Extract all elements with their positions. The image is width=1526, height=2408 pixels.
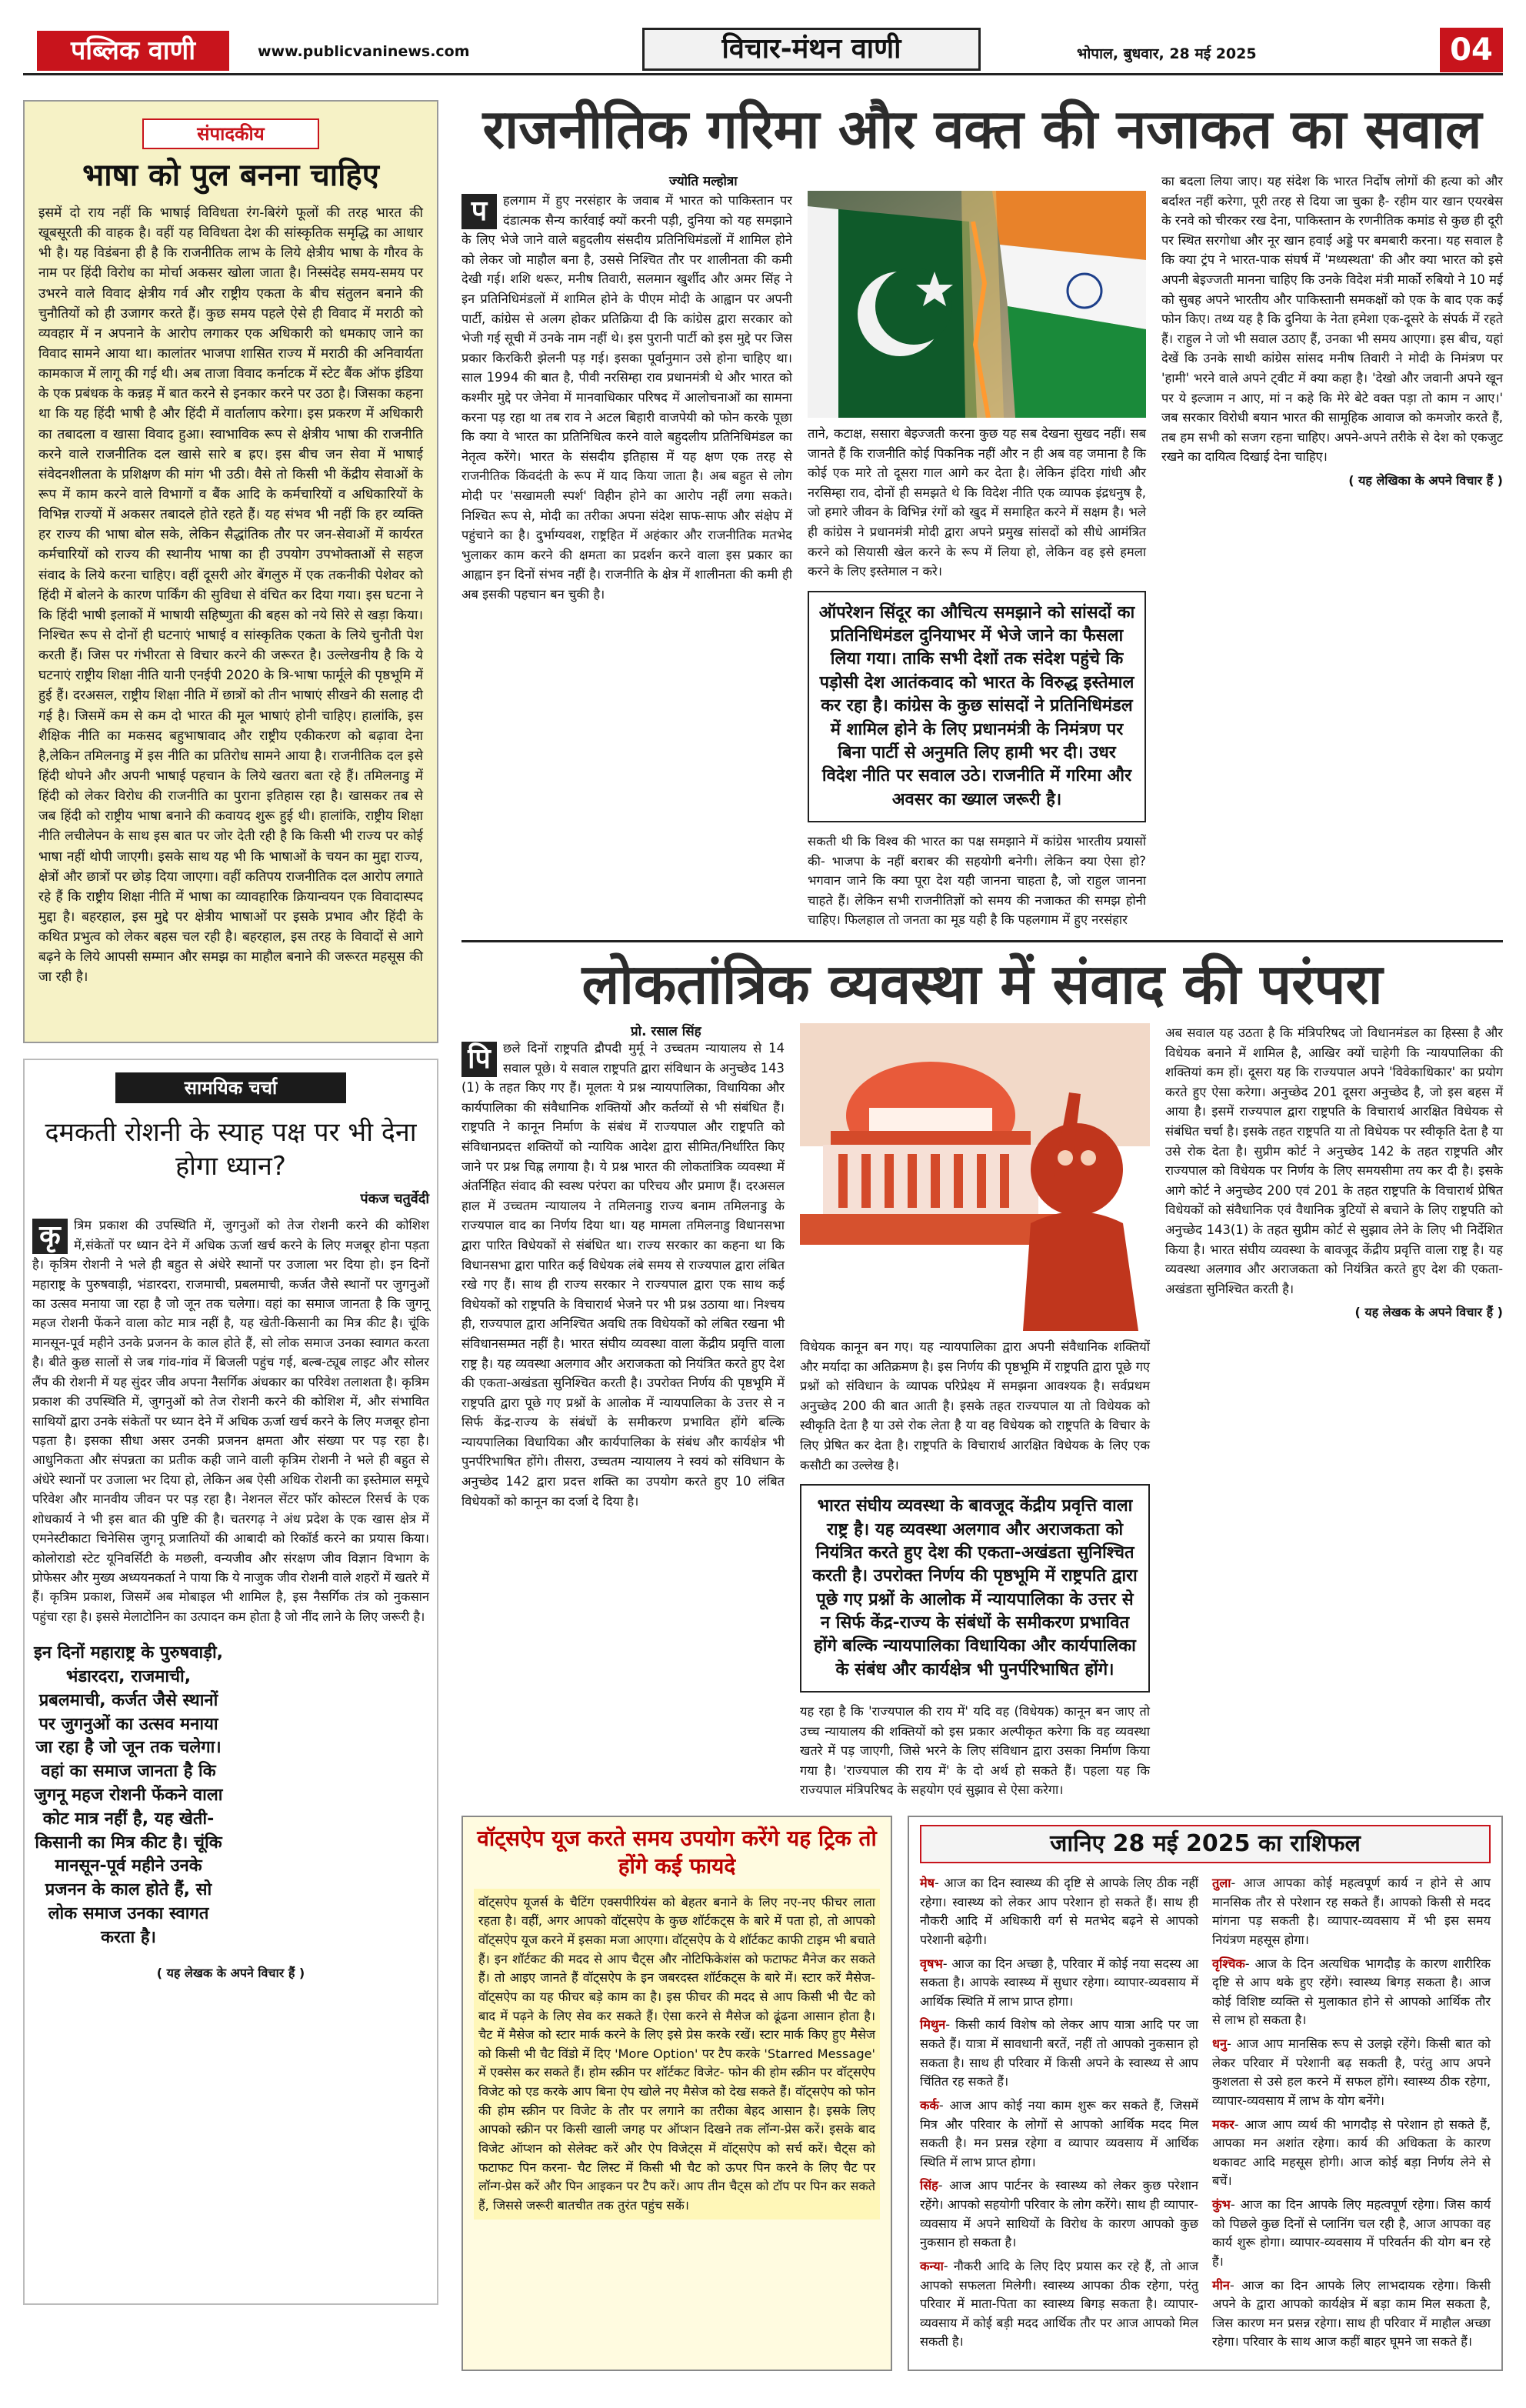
- article1-column-2: [808, 191, 1146, 930]
- article2-column-1: [461, 1039, 785, 1511]
- article2-col2-text: विधेयक कानून बन गए। यह न्यायपालिका द्वारा अपनी संवैधानिक शक्तियों और मर्यादा का अतिक्रमण है। इस निर्णय की पृष्ठभूमि में राष्ट्रपति द्वारा पूछे गए प्रश्नों को संविधान के व्यापक परिप्रेक्ष्य में समझना आवश्यक है। सर्वप्रथम अनुच्छेद 200 की बात आती है। इसके तहत राज्यपाल या तो विधेयक को स्वीकृति देता है या उसे रोक लेता है या वह विधेयक को राष्ट्रपति के विचार के लिए प्रेषित कर देता है। राष्ट्रपति के विचारार्थ आरक्षित विधेयक के लिए एक कसौटी का उल्लेख है।: [800, 1339, 1150, 1472]
- samayik-box: [23, 1059, 438, 2305]
- samayik-headline: दमकती रोशनी के स्याह पक्ष पर भी देना होगा ध्यान?: [45, 1117, 417, 1182]
- parliament-photo: [800, 1023, 1150, 1331]
- editorial-body: इसमें दो राय नहीं कि भाषाई विविधता रंग-बिरंगे फूलों की तरह भारत की खूबसूरती की वाहक है। वहीं यह विविधता देश की सांस्कृतिक समृद्धि का आधार भी है। यह विडंबना ही है कि राजनीतिक लाभ के लिये क्षेत्रीय भाषा के गौरव के नाम पर हिंदी विरोध का मोर्चा अकसर खोला जाता है। निस्संदेह समय-समय पर उभरने वाले विवाद क्षेत्रीय गर्व और राष्ट्रीय एकता के बीच संतुलन बनाने की चुनौतियों को ही उजागर करते हैं। कुछ समय पहले ऐसे ही विवाद में मराठी को व्यवहार में न अपनाने के आरोप लगाकर एक अधिकारी को धमकाए जाने का विवाद सामने आया था। कालांतर भाजपा शासित राज्य में मराठी की अनिवार्यता कामकाज में लागू की गई थी। अब ताजा विवाद कर्नाटक में स्टेट बैंक ऑफ इंडिया के एक प्रबंधक के कन्नड़ में बात करने से इनकार करने पर उठा है। जिसका कहना था कि यह हिंदी भाषी है और हिंदी में वार्तालाप करेगा। इस प्रकरण में अधिकारी का तबादला व खासा विवाद हुआ। स्वाभाविक रूप से क्षेत्रीय भाषा की राजनीति करने वाले राजनीतिक दल खासे सारे ब ह्रए। इस बीच जन सेवा में भाषाई संवेदनशीलता के प्रशिक्षण की मांग भी उठी। वैसे तो किसी भी केंद्रीय सेवाओं के रूप में काम करने वाले विभागों व बैंक आदि के कर्मचारियों व अधिकारियों के विभिन्न राज्यों में अकसर तबादले होते रहते हैं। यह संभव भी नहीं कि हर व्यक्ति हर राज्य की भाषा बोल सके, लेकिन सैद्धांतिक तौर पर जन-सेवाओं में कार्यरत कर्मचारियों को राज्य की स्थानीय भाषा का ही उपयोग उपभोक्ताओं से सहज संवाद के लिये करना चाहिए। वहीं दूसरी ओर बेंगलुरु में एक तकनीकी पेशेवर को हिंदी में बोलने के कारण पार्किंग की सुविधा से वंचित कर दिया गया। इस घटना ने कि हिंदी भाषी इलाकों में भाषायी सहिष्णुता की बहस को नये सिरे से खड़ा किया। निश्चित रूप से दोनों ही घटनाएं भाषाई व सांस्कृतिक एकता के लिये चुनौती पेश करती हैं। जिस पर गंभीरता से विचार करने की जरूरत है। उल्लेखनीय है कि ये घटनाएं राष्ट्रीय शिक्षा नीति यानी एनईपी 2020 के त्रि-भाषा फार्मूले की पृष्ठभूमि में हुई हैं। दरअसल, राष्ट्रीय शिक्षा नीति में छात्रों को तीन भाषाएं सीखने की सलाह दी गई है। जिसमें कम से कम दो भारत की मूल भाषाएं होनी चाहिए। हालांकि, इस शैक्षिक नीति का मकसद बहुभाषावाद और राष्ट्रीय एकीकरण को बढ़ावा देना है,लेकिन तमिलनाडु में इस नीति का प्रतिरोध सामने आया है। राजनीतिक दल इसे हिंदी थोपने और अपनी भाषाई पहचान के लिये खतरा बता रहे हैं। तमिलनाडु में हिंदी को लेकर विरोध की राजनीति का पुराना इतिहास रहा है। खासकर तब से जब हिंदी को राष्ट्रीय भाषा बनाने की कवायद शुरू हुई थी। हालांकि, राष्ट्रीय शिक्षा नीति लचीलेपन के साथ इस बात पर जोर देती रही है कि किसी भी राज्य पर कोई भाषा नहीं थोपी जाएगी। इसके साथ यह भी कि भाषाओं के चयन का मुद्दा राज्य, क्षेत्रों और छात्रों पर छोड़ दिया जाएगा। वहीं कतिपय राजनीतिक दल आरोप लगाते रहे हैं कि राष्ट्रीय शिक्षा नीति में भाषा का व्यावहारिक क्रियान्वयन एक विवादास्पद मुद्दा है। बहरहाल, इस मुद्दे पर क्षेत्रीय भाषाओं पर इसके प्रभाव और हिंदी के कथित प्रभुत्व को लेकर बहस चल रही है। बहरहाल, इस तरह के विवादों से आगे बढ़ने के लिये आपसी सम्मान और समझ का माहौल बनाने की जरूरत महसूस की जा रही है।: [38, 205, 423, 986]
- samayik-dropcap: कृ: [32, 1219, 68, 1254]
- article2-column-3: [1165, 1023, 1503, 1320]
- article2-col3-text: अब सवाल यह उठता है कि मंत्रिपरिषद जो विधानमंडल का हिस्सा है और विधेयक बनाने में शामिल है, आखिर क्यों चाहेगी कि न्यायपालिका की शक्तियां कम हों। दूसरा यह कि राज्यपाल अपने 'विवेकाधिकार' का प्रयोग करते हुए ऐसा करेगा। अनुच्छेद 201 दूसरा अनुच्छेद है, जो इस बहस में आया है। इसमें राज्यपाल द्वारा राष्ट्रपति के विचारार्थ आरक्षित विधेयक से संबंधित चर्चा है। इसके तहत राष्ट्रपति या तो विधेयक पर स्वीकृति देता है या उसे रोक देता है। सुप्रीम कोर्ट ने अनुच्छेद 142 के तहत राष्ट्रपति और राज्यपाल को विधेयक पर निर्णय के लिए समयसीमा तय कर दी है। इसके आगे कोर्ट ने अनुच्छेद 200 एवं 201 के तहत राष्ट्रपति के विचारार्थ प्रेषित विधेयकों को संवैधानिक एवं वैधानिक त्रुटियों से बचाने के लिए राष्ट्रपति को अनुच्छेद 143(1) के तहत सुप्रीम कोर्ट से सुझाव लेने के लिए भी निर्देशित किया है। भारत संघीय व्यवस्था के बावजूद केंद्रीय प्रवृत्ति वाला राष्ट्र है। यह व्यवस्था अलगाव और अराजकता को नियंत्रित करते हुए देश की एकता-अखंडता सुनिश्चित करती है।: [1165, 1026, 1503, 1296]
- article1-col2-text: ताने, कटाक्ष, ससारा बेइज्जती करना कुछ यह सब देखना सुखद नहीं। सब जानते हैं कि राजनीति कोई पिकनिक नहीं और न ही अब वह जमाना है कि कोई एक मारे तो दूसरा गाल आगे कर देता है। लेकिन इंदिरा गांधी और नरसिम्हा राव, दोनों ही समझते थे कि विदेश नीति एक व्यापक इंद्रधनुष है, जो हमारे जीवन के विभिन्न रंगों को खुद में समाहित करने में सक्षम है। भले ही कांग्रेस ने प्रधानमंत्री मोदी द्वारा अपने प्रमुख सांसदों को सीधे आमंत्रित करने को सियासी खेल करने के रूप में लिया हो, लेकिन वह इसे हमला करने के लिए इस्तेमाल न करे।: [808, 426, 1146, 579]
- article2-sign-off: ( यह लेखक के अपने विचार हैं ): [1354, 1305, 1503, 1320]
- samayik-sign-off: ( यह लेखक के अपने विचार हैं ): [156, 1965, 305, 1980]
- page-number: 04: [1440, 28, 1503, 72]
- editorial-box: [23, 100, 438, 1043]
- website-url[interactable]: www.publicvaninews.com: [258, 43, 470, 60]
- horoscope-item: वृश्चिक- आज के दिन अत्यधिक भागदौड़ के कारण शारीरिक दृष्टि से आप थके हुए रहेंगे। स्वास्थ्य बिगड़ सकता है। आज कोई विशिष्ट व्यक्ति से मुलाकात होने से आपको आर्थिक तौर से लाभ हो सकता है।: [1212, 1956, 1491, 2028]
- horoscope-item: कर्क- आज आप कोई नया काम शुरू कर सकते हैं, जिसमें मित्र और परिवार के लोगों से आपको आर्थिक मदद मिल सकती है। मन प्रसन्न रहेगा व व्यापार व्यवसाय में आर्थिक स्थिति में लाभ प्राप्त होगा।: [920, 2097, 1198, 2170]
- article1-col2-end: सकती थी कि विश्व की भारत का पक्ष समझाने में कांग्रेस भारतीय प्रयासों की- भाजपा के नहीं बराबर की सहयोगी बनेगी। लेकिन क्या ऐसा हो? भगवान जाने कि क्या पूरा देश यही जानना चाहता है, जो राहुल जानना चाहते हैं। लेकिन सभी राजनीतिज्ञों को समय की नजाकत की समझ होनी चाहिए। फिलहाल तो जनता का मूड यही है कि पहलगाम में हुए नरसंहार: [808, 833, 1146, 928]
- horoscope-item: सिंह- आज आप पार्टनर के स्वास्थ्य को लेकर कुछ परेशान रहेंगे। आपको सहयोगी परिवार के लोग करेंगे। साथ ही व्यापार-व्यवसाय में अपने साथियों के विरोध के कारण आपको कुछ नुकसान हो सकता है।: [920, 2178, 1198, 2250]
- horoscope-item: तुला- आज आपका कोई महत्वपूर्ण कार्य न होने से आप मानसिक तौर से परेशान रह सकते हैं। आपको किसी से मदद मांगना पड़ सकती है। व्यापार-व्यवसाय में भी इस समय नियंत्रण महसूस होगा।: [1212, 1876, 1491, 1947]
- article1-dropcap: प: [461, 194, 497, 229]
- article2-col1-text: छले दिनों राष्ट्रपति द्रौपदी मुर्मू ने उच्चतम न्यायालय से 14 सवाल पूछे। ये सवाल राष्ट्रपति द्वारा संविधान के अनुच्छेद 143 (1) के तहत किए गए हैं। मूलतः ये प्रश्न न्यायपालिका, विधायिका और कार्यपालिका की संवैधानिक शक्तियों और कर्तव्यों से भी संबंधित हैं। राष्ट्रपति ने कानून निर्माण के संबंध में राज्यपाल और राष्ट्रपति को संविधानप्रदत्त शक्तियों को न्यायिक आदेश द्वारा सीमित/निर्धारित किए जाने पर प्रश्न चिह्न लगाया है। ये प्रश्न भारत की लोकतांत्रिक व्यवस्था में अंतर्निहित संवाद की स्वस्थ परंपरा का परिचय और प्रमाण हैं। दरअसल हाल में उच्चतम न्यायालय ने तमिलनाडु राज्य बनाम तमिलनाडु के राज्यपाल वाद का निर्णय दिया था। यह मामला तमिलनाडु विधानसभा द्वारा पारित विधेयकों से संबंधित था। राज्य सरकार का कहना था कि विधानसभा द्वारा पारित कई विधेयक लंबे समय से राज्यपाल द्वारा लंबित रखे गए हैं। साथ ही राज्य सरकार ने राज्यपाल द्वारा एक साथ कई विधेयकों को राष्ट्रपति के विचारार्थ भेजने पर भी प्रश्न उठाया था। निश्चय ही, राज्यपाल द्वारा अनिश्चित अवधि तक विधेयकों को लंबित रखना भी संविधानसम्मत नहीं है। भारत संघीय व्यवस्था वाला केंद्रीय प्रवृत्ति वाला राष्ट्र है। यह व्यवस्था अलगाव और अराजकता को नियंत्रित करते हुए देश की एकता-अखंडता सुनिश्चित करती है। उपरोक्त निर्णय की पृष्ठभूमि में राष्ट्रपति द्वारा पूछे गए प्रश्नों के आलोक में न्यायपालिका के उत्तर से न सिर्फ केंद्र-राज्य के संबंधों के समीकरण प्रभावित होंगे बल्कि न्यायपालिका विधायिका और कार्यपालिका के संबंध और कार्यक्षेत्र भी पुनर्परिभाषित होंगे। तीसरा, उच्चतम न्यायालय ने स्वयं को संविधान के अनुच्छेद 142 द्वारा प्रदत्त शक्ति का उपयोग करते हुए 10 लंबित विधेयकों को कानून का दर्जा दे दिया है।: [461, 1041, 785, 1509]
- parliament-image: [800, 1023, 1150, 1331]
- samayik-pull-quote: इन दिनों महाराष्ट्र के पुरुषवाड़ी, भंडारदरा, राजमाची, प्रबलमाची, कर्जत जैसे स्थानों पर जुगनुओं का उत्सव मनाया जा रहा है जो जून तक चलेगा। वहां का समाज जानता है कि जुगनू महज रोशनी फेंकने वाला कोट मात्र नहीं है, यह खेती-किसानी का मित्र कीट है। चूंकि मानसून-पूर्व महीने उनके प्रजनन के काल होते हैं, सो लोक समाज उनका स्वागत करता है।: [33, 1643, 224, 1947]
- section-title: विचार-मंथन वाणी: [642, 28, 981, 71]
- article1-pull-quote: ऑपरेशन सिंदूर का औचित्य समझाने को सांसदों का प्रतिनिधिमंडल दुनियाभर में भेजे जाने का फैसला लिया गया। ताकि सभी देशों तक संदेश पहुंचे कि पड़ोसी देश आतंकवाद को भारत के विरुद्ध इस्तेमाल कर रहा है। कांग्रेस के कुछ सांसदों ने प्रतिनिधिमंडल में शामिल होने के लिए प्रधानमंत्री के निमंत्रण पर बिना पार्टी से अनुमति लिए हामी भर दी। उधर विदेश नीति पर सवाल उठे। राजनीति में गरिमा और अवसर का ख्याल जरूरी है।: [808, 591, 1146, 822]
- section-divider: [461, 940, 1503, 942]
- article2-byline: प्रो. रसाल सिंह: [631, 1024, 701, 1039]
- dateline: भोपाल, बुधवार, 28 मई 2025: [1077, 45, 1257, 62]
- article2-pull-quote: भारत संघीय व्यवस्था के बावजूद केंद्रीय प्रवृत्ति वाला राष्ट्र है। यह व्यवस्था अलगाव और अराजकता को नियंत्रित करते हुए देश की एकता-अखंडता सुनिश्चित करती है। उपरोक्त निर्णय की पृष्ठभूमि में राष्ट्रपति द्वारा पूछे गए प्रश्नों के आलोक में न्यायपालिका के उत्तर से न सिर्फ केंद्र-राज्य के संबंधों के समीकरण प्रभावित होंगे बल्कि न्यायपालिका विधायिका और कार्यपालिका के संबंध और कार्यक्षेत्र भी पुनर्परिभाषित होंगे।: [800, 1484, 1150, 1693]
- editorial-headline: भाषा को पुल बनना चाहिए: [82, 158, 379, 193]
- article1-sign-off: ( यह लेखिका के अपने विचार हैं ): [1348, 472, 1503, 488]
- horoscope-item: वृषभ- आज का दिन अच्छा है, परिवार में कोई नया सदस्य आ सकता है। आपके स्वास्थ्य में सुधार रहेगा। व्यापार-व्यवसाय में आर्थिक स्थिति में लाभ प्राप्त होगा।: [920, 1956, 1198, 2009]
- article2-column-2: [800, 1023, 1150, 1800]
- article1-byline: ज्योति मल्होत्रा: [669, 174, 738, 189]
- horoscope-item: कुंभ- आज का दिन आपके लिए महत्वपूर्ण रहेगा। जिस कार्य को पिछले कुछ दिनों से प्लानिंग चल रही है, आज आपका वह कार्य शुरू होगा। व्यापार-व्यवसाय में परिवर्तन की योग बन रहे हैं।: [1212, 2197, 1491, 2269]
- horoscope-item: कन्या- नौकरी आदि के लिए दिए प्रयास कर रहे हैं, तो आज आपको सफलता मिलेगी। स्वास्थ्य आपका ठीक रहेगा, परंतु परिवार में माता-पिता का स्वास्थ्य बिगड़ सकता है। व्यापार-व्यवसाय में कोई बड़ी मदद आर्थिक तौर पर आज आपको मिल सकती है।: [920, 2258, 1198, 2350]
- article2-dropcap: पि: [461, 1042, 497, 1077]
- masthead: [23, 28, 1503, 75]
- horoscope-headline: जानिए 28 मई 2025 का राशिफल: [920, 1825, 1491, 1863]
- article2-headline: लोकतांत्रिक व्यवस्था में संवाद की परंपरा: [581, 952, 1383, 1016]
- samayik-byline: पंकज चतुर्वेदी: [360, 1191, 429, 1208]
- horoscope-item: मीन- आज का दिन आपके लिए लाभदायक रहेगा। किसी अपने के द्वारा आपको कार्यक्षेत्र में बड़ा काम मिल सकता है, जिस कारण मन प्रसन्न रहेगा। साथ ही परिवार में माहौल अच्छा रहेगा। परिवार के साथ आज कहीं बाहर घूमने जा सकते हैं।: [1212, 2277, 1491, 2350]
- horoscope-item: मिथुन- किसी कार्य विशेष को लेकर आप यात्रा आदि पर जा सकते हैं। यात्रा में सावधानी बरतें, नहीं तो आपको नुकसान हो सकता है। साथ ही परिवार में किसी अपने के स्वास्थ्य से आप चिंतित रह सकते हैं।: [920, 2017, 1198, 2089]
- article1-column-1: [461, 191, 792, 604]
- horoscope-item: धनु- आज आप मानसिक रूप से उलझे रहेंगे। किसी बात को लेकर परिवार में परेशानी बढ़ सकती है, परंतु आप अपने कुशलता से उसे हल करने में सफल होंगे। स्वास्थ्य ठीक रहेगा, व्यापार-व्यवसाय में लाभ के योग बनेंगे।: [1212, 2036, 1491, 2108]
- article1-headline: राजनीतिक गरिमा और वक्त की नजाकत का सवाल: [482, 98, 1482, 161]
- whatsapp-headline: वॉट्सऐप यूज करते समय उपयोग करेंगे यह ट्रिक तो होंगे कई फायदे: [477, 1826, 877, 1879]
- article2-col2-end: यह रहा है कि 'राज्यपाल की राय में' यदि वह (विधेयक) कानून बन जाए तो उच्च न्यायालय की शक्तियों को इस प्रकार अल्पीकृत करेगा कि वह व्यवस्था खतरे में पड़ जाएगी, जिसे भरने के लिए संविधान द्वारा उसका निर्माण किया गया है। 'राज्यपाल की राय में' के दो अर्थ हो सकते हैं। पहला यह कि राज्यपाल मंत्रिपरिषद के सहयोग एवं सुझाव से ऐसा करेगा।: [800, 1704, 1150, 1798]
- editorial-label: संपादकीय: [142, 118, 319, 149]
- left-column: [23, 100, 438, 2305]
- samayik-body-wrap: [32, 1216, 429, 1626]
- horoscope-item: मकर- आज आप व्यर्थ की भागदौड़ से परेशान हो सकते हैं, आपका मन अशांत रहेगा। कार्य की अधिकता के कारण थकावट आदि महसूस होगी। आज कोई बड़ा निर्णय लेने से बचें।: [1212, 2116, 1491, 2189]
- samayik-label: सामयिक चर्चा: [115, 1072, 346, 1103]
- horoscope-box: [908, 1816, 1503, 2371]
- article1-col3-text: का बदला लिया जाए। यह संदेश कि भारत निर्दोष लोगों की हत्या को और बर्दाश्त नहीं करेगा, पूरी तरह से दिया जा चुका है- रहीम यार खान एयरबेस के रनवे को चीरकर रख देना, पाकिस्तान के रणनीतिक कमांड से कुछ ही दूरी पर स्थित सरगोधा और नूर खान हवाई अड्डे पर बमबारी करना। यह सवाल है कि क्या ट्रंप ने भारत-पाक संघर्ष में 'मध्यस्थता' की और क्या भारत को इसे अपनी बेइज्जती मानना चाहिए कि उनके विदेश मंत्री मार्को रुबियो ने 10 मई को सुबह अपने भारतीय और पाकिस्तानी समकक्षों को एक के बाद एक कई फोन किए। तथ्य यह है कि दुनिया के नेता हमेशा एक-दूसरे के संपर्क में रहते हैं। राहुल ने जो भी सवाल उठाए हैं, उनका भी समय आएगा। इस बीच, यहां देखें कि उनके साथी कांग्रेस सांसद मनीष तिवारी ने मोदी के निमंत्रण पर 'हामी' भरने वाले अपने ट्वीट में क्या कहा है। 'देखो और जवानी अपने खून पर ये इल्जाम न आए, मां न कहे कि मेरे बेटे वक्त पड़ा तो काम न आए।' जब सरकार विरोधी बयान भारत की सामूहिक आवाज को कमजोर करते हैं, तब हम सभी को सजग रहना चाहिए। अपने-अपने तरीके से देश को एकजुट रखने का दायित्व दिखाई देना चाहिए।: [1161, 174, 1503, 465]
- flags-photo: [808, 191, 1146, 418]
- whatsapp-tips-box: [461, 1816, 892, 2371]
- samayik-body: त्रिम प्रकाश की उपस्थिति में, जुगनुओं को तेज रोशनी करने की कोशिश में,संकेतों पर ध्यान देने में अधिक ऊर्जा खर्च करने के लिए मजबूर होना पड़ता है। कृत्रिम रोशनी ने भले ही बहुत से अंधेरे स्थानों पर उजाला भर दिया हो। इन दिनों महाराष्ट्र के पुरुषवाड़ी, भंडारदरा, राजमाची, प्रबलमाची, कर्जत जैसे स्थानों पर जुगनुओं का उत्सव मनाया जा रहा है जो जून तक चलेगा। वहां का समाज जानता है कि जुगनू महज रोशनी फेंकने वाला कोट मात्र नहीं है, यह खेती-किसानी का मित्र कीट है। चूंकि मानसून-पूर्व महीने उनके प्रजनन के काल होते हैं, सो लोक समाज उनका स्वागत करता है। बीते कुछ सालों से जब गांव-गांव में बिजली पहुंच गई, बल्ब-ट्यूब लाइट और सोलर लैंप की रोशनी में यह सुंदर जीव अपना नैसर्गिक अंधकार का परिवेश तलाशता है। कृत्रिम प्रकाश की उपस्थिति में, जुगनुओं को तेज रोशनी करने की कोशिश में, और संभावित साथियों द्वारा उनके संकेतों पर ध्यान देने में अधिक ऊर्जा खर्च करने के लिए मजबूर होना पड़ता है। इसका सीधा असर उनकी प्रजनन क्षमता और संख्या पर पड़ रहा है। आधुनिकता और संपन्नता का प्रतीक कही जाने वाली कृत्रिम रोशनी ने भले ही बहुत से अंधेरे स्थानों पर उजाला भर दिया हो, लेकिन अब ऐसी अधिक रोशनी का इस्तेमाल समूचे परिवेश और मानवीय जीवन पर पड़ रहा है। नेशनल सेंटर फॉर कोस्टल रिसर्च के एक शोधकार्य ने भी इस बात की पुष्टि की है। चतरगढ़ ने अंध प्रदेश के एक खास क्षेत्र में एमनेस्टीकाटा चिनेसिस जुगनू प्रजातियों की आबादी को रिकॉर्ड करने का प्रयास किया। कोलोराडो स्टेट यूनिवर्सिटी के मछली, वन्यजीव और संरक्षण जीव विज्ञान विभाग के प्रोफेसर और मुख्य अध्ययनकर्ता ने पाया कि ये नाजुक जीव रोशनी वाले शहरों में खतरे में हैं। कृत्रिम प्रकाश, जिसमें अब मोबाइल भी शामिल है, इस नैसर्गिक तंत्र को नुकसान पहुंचा रहा है। इससे मेलाटोनिन का उत्पादन कम होता है जो नींद लाने के लिए जरूरी है।: [32, 1218, 430, 1624]
- horoscope-column-left: [920, 1874, 1198, 2356]
- whatsapp-body: वॉट्सऐप यूजर्स के चैटिंग एक्सपीरियंस को बेहतर बनाने के लिए नए-नए फीचर लाता रहता है। वहीं, अगर आपको वॉट्सऐप के कुछ शॉर्टकट्स के बारे में पता हो, तो आपको वॉट्सऐप यूज करने में इसका मजा आएगा। वॉट्सऐप के ये शॉर्टकट काफी टाइम भी बचाते हैं। इन शॉर्टकट की मदद से आप चैट्स और नोटिफिकेशंस को फटाफट मैनेज कर सकते हैं। तो आइए जानते हैं वॉट्सऐप के इन जबरदस्त शॉर्टकट्स के बारे में। स्टार करें मैसेज- वॉट्सऐप का यह फीचर बड़े काम का है। इस फीचर की मदद से आप किसी भी चैट को बाद में पढ़ने के लिए सेव कर सकते हैं। ऐसा करने से मैसेज को ढूंढना आसान होता है। चैट में मैसेज को स्टार मार्क करने के लिए इसे प्रेस करके रखें। स्टार मार्क किए हुए मैसेज को किसी भी चैट विंडो में दिए 'More Option' पर टैप करके 'Starred Message' में एक्सेस कर सकते हैं। होम स्क्रीन पर शॉर्टकट विजेट- फोन की होम स्क्रीन पर वॉट्सऐप विजेट को एड करके आप बिना ऐप खोले नए मैसेज को देख सकते हैं। वॉट्सऐप को फोन की होम स्क्रीन पर विजेट के तौर पर लगाने का तरीका बेहद आसान है। इसके लिए आपको स्क्रीन पर किसी खाली जगह पर ऑप्शन दिखने तक लॉन्ग-प्रेस करें। इसके बाद विजेट ऑप्शन को सेलेक्ट करें और ऐप विजेट्स में वॉट्सऐप को सर्च करें। चैट्स को फटाफट पिन करना- चैट लिस्ट में किसी भी चैट को ऊपर पिन करने के लिए चैट पर लॉन्ग-प्रेस करें और पिन आइकन पर टैप करें। आप तीन चैट्स को टॉप पर पिन कर सकते हैं, जिससे जरूरी बातचीत तक तुरंत पहुंच सकें।: [474, 1889, 880, 2220]
- flags-image: [808, 191, 1146, 418]
- horoscope-column-right: [1212, 1874, 1491, 2356]
- horoscope-item: मेष- आज का दिन स्वास्थ्य की दृष्टि से आपके लिए ठीक नहीं रहेगा। स्वास्थ्य को लेकर आप परेशान हो सकते हैं। साथ ही नौकरी आदि में अधिकारी वर्ग से मतभेद बढ़ने से आपको परेशानी बढ़ेगी।: [920, 1876, 1198, 1947]
- article1-column-3: [1161, 172, 1503, 489]
- article1-col1-text: हलगाम में हुए नरसंहार के जवाब में भारत को पाकिस्तान पर दंडात्मक सैन्य कार्रवाई क्यों करनी पड़ी, दुनिया को यह समझाने के लिए भेजे जाने वाले बहुदलीय संसदीय प्रतिनिधिमंडलों में शामिल होने को लेकर जो माहौल बना है, उससे निश्चित तौर पर शालीनता की कमी देखी गई। शशि थरूर, मनीष तिवारी, सलमान खुर्शीद और अमर सिंह ने इन प्रतिनिधिमंडलों में शामिल होने के पीएम मोदी के आह्वान पर अपनी पार्टी, कांग्रेस से अलग होकर प्रतिक्रिया दी कि कांग्रेस द्वारा सरकार को भेजी गई सूची में उनके नाम नहीं थे। इस पुरानी पार्टी को इस मुद्दे पर जिस प्रकार किरकिरी झेलनी पड़ गई। इसका पूर्वानुमान उसे होना चाहिए था। साल 1994 की बात है, पीवी नरसिम्हा राव प्रधानमंत्री थे और भारत को कश्मीर मुद्दे पर जेनेवा में मानवाधिकार परिषद में आलोचनाओं का सामना करना पड़ रहा था तब राव ने अटल बिहारी वाजपेयी को फोन करके पूछा कि क्या वे भारत का प्रतिनिधित्व करने वाले बहुदलीय प्रतिनिधिमंडल का नेतृत्व करेंगे। भारत के संसदीय इतिहास में यह क्षण एक तरह से राजनीतिक किंवदंती के रूप में याद किया जाता है। अब बहुत से लोग मोदी पर 'सखामली स्पर्श' विहीन होने का आरोप नहीं लगा सकते। निश्चित रूप से, मोदी का तरीका अपना संदेश साफ-साफ और संक्षेप में पहुंचाने का है। दुर्भाग्यवश, राष्ट्रहित में अहंकार और राजनीतिक मतभेद भुलाकर काम करने की क्षमता का प्रदर्शन करने वाला इस प्रकार का आह्वान इन दिनों संभव नहीं है। राजनीति के क्षेत्र में शालीनता की कमी ही अब इसकी पहचान बन चुकी है।: [461, 193, 792, 602]
- newspaper-logo: पब्लिक वाणी: [37, 31, 229, 71]
